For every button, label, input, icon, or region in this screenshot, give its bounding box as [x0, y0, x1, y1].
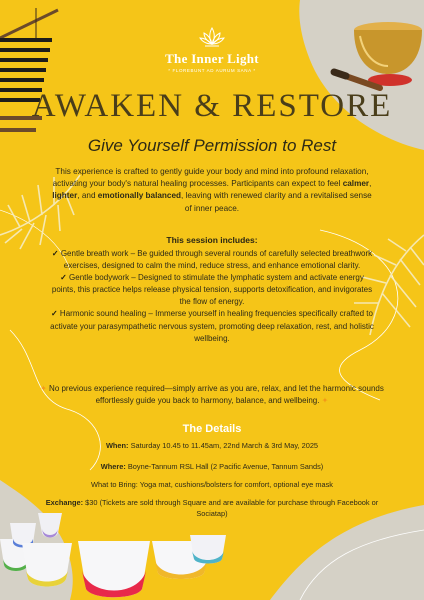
session-item-breathwork — [50, 248, 374, 272]
intro-text-2: , leaving with renewed clarity and a revitalised sense of inner peace. — [181, 191, 372, 213]
brand-name: The Inner Light — [165, 51, 259, 66]
session-item-text: Gentle breath work – Be guided through several rounds of carefully selected breathwork exercises, designed to calm the mind, reduce stress, and enhance emotional clarity. — [58, 249, 373, 271]
intro-sep-2: , and — [77, 191, 98, 201]
check-icon: ✓ — [51, 309, 58, 319]
brand-tagline: * FLOREBUNT AD AURUM SANA * — [168, 68, 256, 73]
headline: AWAKEN & RESTORE — [31, 88, 393, 124]
detail-when-label: When: — [105, 441, 129, 450]
intro-calmer: calmer — [342, 179, 370, 189]
sparkle-icon: ✦ — [321, 396, 329, 406]
session-item-text: Harmonic sound healing – Immerse yourself in healing frequencies specifically crafted to activate your parasympathetic nervous system, promoting deep relaxation, rest, and holistic wellbeing. — [50, 309, 374, 343]
crystal-bowls-illustration — [0, 505, 240, 600]
session-item-bodywork — [50, 272, 374, 308]
brand-block — [0, 26, 424, 73]
sparkle-icon: ✦ — [40, 384, 47, 393]
detail-where — [40, 461, 384, 472]
session-items-list — [50, 248, 374, 345]
includes-heading: This session includes: — [166, 235, 258, 245]
detail-when-value: Saturday 10.45 to 11.45am, 22nd March & 3rd May, 2025 — [128, 441, 319, 450]
intro-text-1: This experience is crafted to gently guide your body and mind into profound relaxation, activating your body's natural healing processes. Participants can expect to feel — [52, 167, 369, 189]
session-item-sound-healing — [50, 308, 374, 344]
detail-where-value: Boyne-Tannum RSL Hall (2 Pacific Avenue, Tannum Sands) — [125, 462, 324, 471]
detail-bring-value: Yoga mat, cushions/bolsters for comfort, optional eye mask — [137, 480, 333, 489]
detail-bring-label: What to Bring: — [91, 480, 138, 489]
check-icon: ✓ — [51, 249, 59, 258]
detail-exchange — [40, 497, 384, 519]
experience-note-text: No previous experience required—simply arrive as you are, relax, and let the harmonic sounds effortlessly guide you back to harmony, balance, and wellbeing. — [46, 384, 384, 406]
details-heading: The Details — [182, 423, 242, 435]
intro-balanced: emotionally balanced — [97, 191, 182, 201]
detail-exchange-label: Exchange: — [45, 498, 84, 507]
detail-bring — [40, 479, 384, 490]
experience-note — [40, 383, 384, 407]
session-item-text: Gentle bodywork – Designed to stimulate the lymphatic system and activate energy points, this practice helps release physical tension, supports detoxification, and invigorates the flow of energy. — [51, 273, 373, 307]
lotus-logo-icon — [199, 26, 225, 48]
detail-where-label: Where: — [100, 462, 126, 471]
detail-exchange-value: $30 (Tickets are sold through Square and are available for purchase through Facebook or Sociatap) — [83, 498, 379, 518]
intro-sep-1: , — [369, 179, 372, 189]
check-icon: ✓ — [60, 273, 67, 283]
detail-when — [40, 440, 384, 451]
intro-lighter: lighter — [52, 191, 78, 201]
subheadline: Give Yourself Permission to Rest — [87, 136, 337, 155]
intro-paragraph — [50, 166, 374, 215]
